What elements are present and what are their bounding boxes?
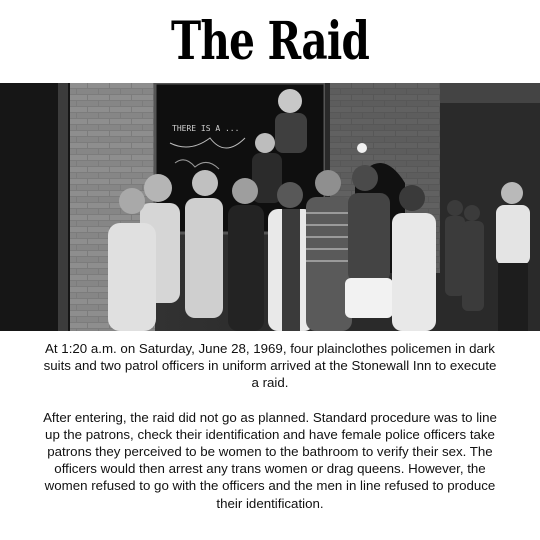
street-lamp — [357, 143, 367, 153]
paragraph-raid: After entering, the raid did not go as planned. Standard procedure was to line up the patrons, check their identification and have female police officers take patrons they perceived to be women to the bathroom to verify their sex. The officers would then arrest any trans women or drag queens. However, the women refused to go with the officers and the men in line refused to produce their identification. — [43, 409, 497, 511]
article-body — [40, 340, 500, 529]
page-title: The Raid — [170, 11, 370, 72]
photo-illustration — [0, 83, 540, 331]
paragraph-intro: At 1:20 a.m. on Saturday, June 28, 1969, four plainclothes policemen in dark suits and two patrol officers in uniform arrived at the Stonewall Inn to execute a raid. — [43, 341, 497, 391]
window-sign: THERE IS A ... — [172, 124, 240, 133]
stonewall-photo — [0, 83, 540, 331]
